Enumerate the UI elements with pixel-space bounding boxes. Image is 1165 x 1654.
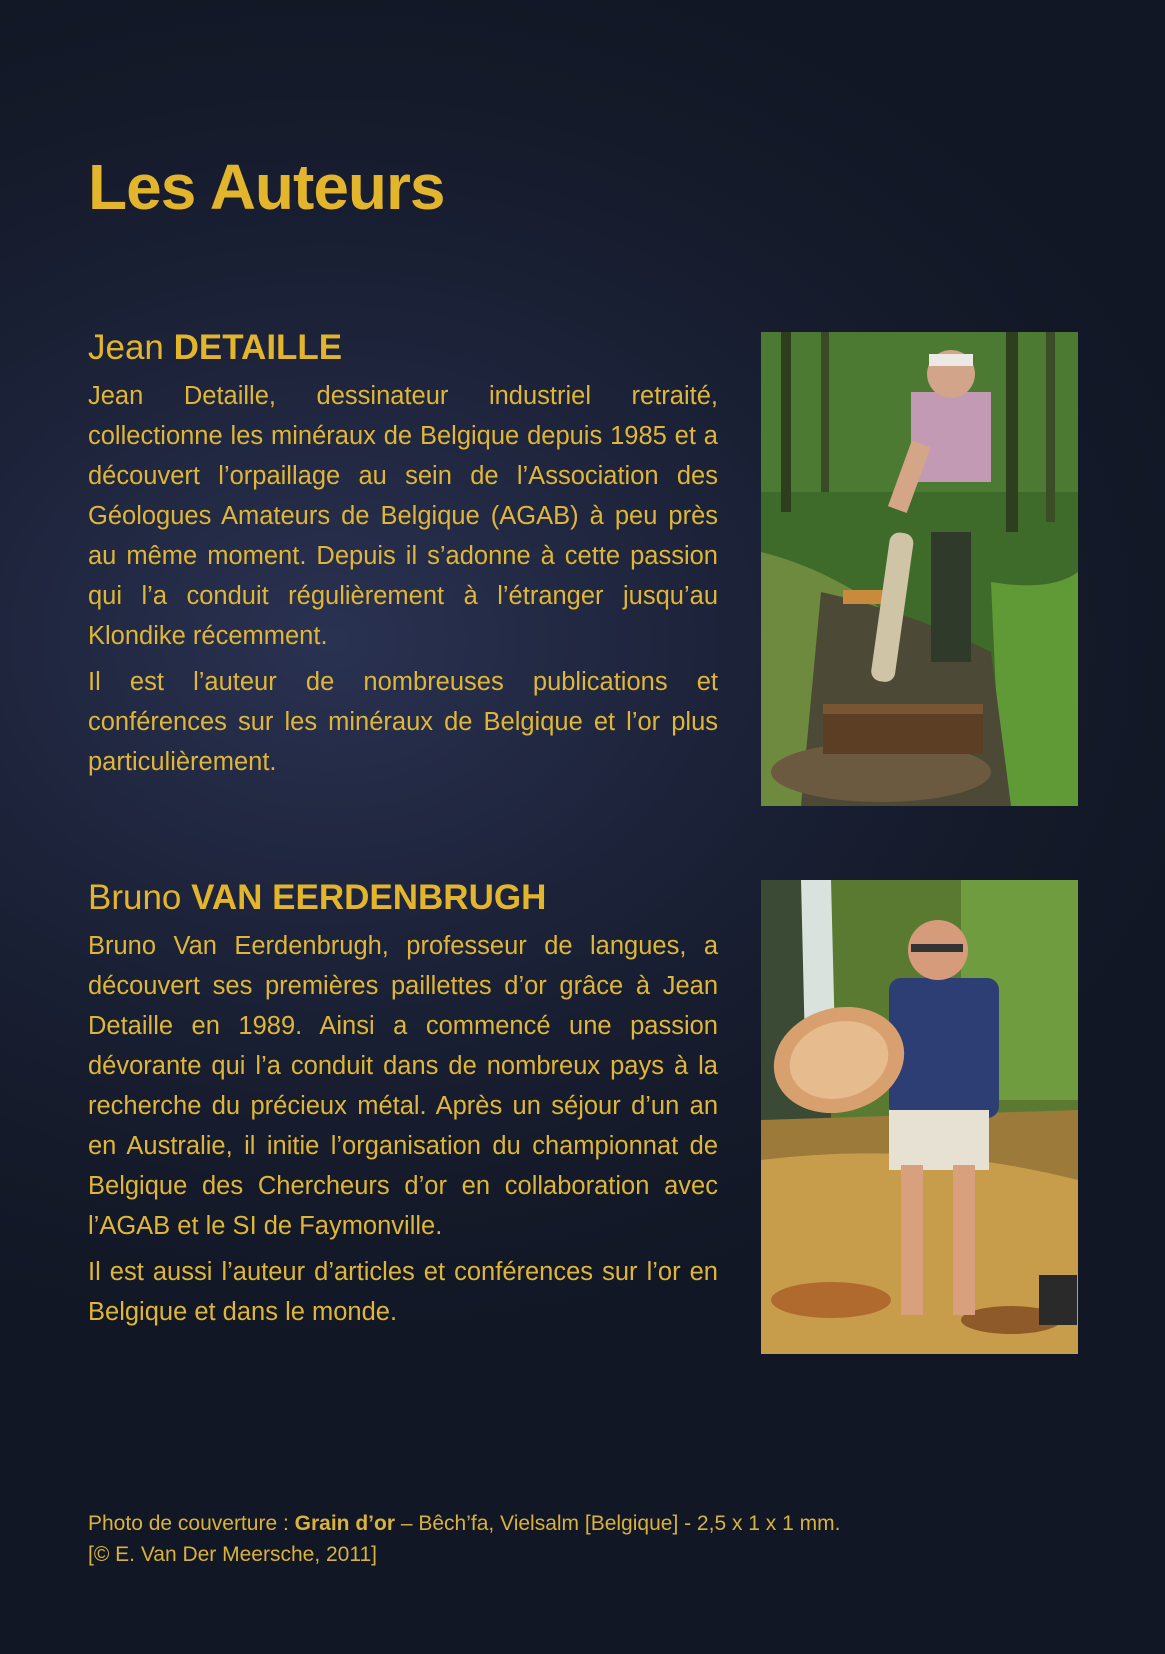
credit-prefix: Photo de couverture : (88, 1512, 295, 1535)
author-bio-paragraph: Jean Detaille, dessinateur industriel retraité, collectionne les minéraux de Belgique depuis 1985 et a découvert l’orpaillage au sein de l’Association des Géologues Amateurs de Belgique (AGAB) à peu près au même moment. Depuis il s’adonne à cette passion qui l’a conduit régulièrement à l’étranger jusqu’au Klondike récemment. (88, 382, 718, 650)
author-section-van-eerdenbrugh (88, 876, 718, 1338)
photo-gold-panning-stream (761, 332, 1078, 806)
author-name (88, 876, 718, 920)
page-title: Les Auteurs (88, 151, 445, 223)
photo-gold-pan-river (761, 880, 1078, 1354)
author-bio-paragraph: Bruno Van Eerdenbrugh, professeur de langues, a découvert ses premières paillettes d’or grâce à Jean Detaille en 1989. Ainsi a commencé une passion dévorante qui l’a conduit dans de nombreux pays à la recherche du précieux métal. Après un séjour d’un an en Australie, il initie l’organisation du championnat de Belgique des Chercheurs d’or en collaboration avec l’AGAB et le SI de Faymonville. (88, 932, 718, 1240)
author-name (88, 326, 718, 370)
author-last-name: VAN EERDENBRUGH (191, 878, 547, 917)
cover-photo-credit (88, 1508, 840, 1570)
credit-line-1 (88, 1508, 840, 1539)
credit-bold: Grain d’or (294, 1512, 395, 1535)
credit-rest: – Bêch’fa, Vielsalm [Belgique] - 2,5 x 1 x 1 mm. (395, 1512, 841, 1535)
photo-jean-detaille (761, 332, 1078, 806)
credit-line-2: [© E. Van Der Meersche, 2011] (88, 1543, 377, 1566)
author-first-name: Jean (88, 328, 164, 367)
photo-bruno-van-eerdenbrugh (761, 880, 1078, 1354)
author-last-name: DETAILLE (173, 328, 343, 367)
author-bio-paragraph: Il est l’auteur de nombreuses publications et conférences sur les minéraux de Belgique et l’or plus particulièrement. (88, 668, 718, 776)
author-first-name: Bruno (88, 878, 182, 917)
author-bio-paragraph: Il est aussi l’auteur d’articles et conférences sur l’or en Belgique et dans le monde. (88, 1258, 718, 1326)
author-section-detaille (88, 326, 718, 788)
